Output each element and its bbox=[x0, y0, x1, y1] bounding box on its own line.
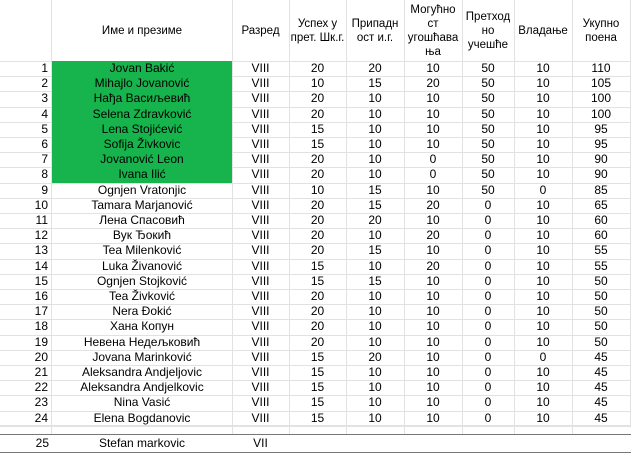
grid-line bbox=[514, 426, 515, 434]
row-number[interactable]: 19 bbox=[34, 334, 48, 349]
row-number[interactable]: 7 bbox=[41, 152, 48, 167]
row-number[interactable]: 16 bbox=[34, 289, 48, 303]
cell-feeding[interactable]: 10 bbox=[426, 243, 440, 258]
header-feeding[interactable]: Могућно ст угошћава ња bbox=[407, 3, 459, 58]
cell-feeding[interactable]: 10 bbox=[426, 319, 440, 334]
cell-feeding[interactable]: 10 bbox=[426, 106, 440, 121]
cell-total[interactable]: 55 bbox=[594, 258, 608, 273]
cell-total[interactable]: 45 bbox=[594, 410, 608, 425]
cell-participation[interactable]: 0 bbox=[484, 319, 492, 334]
cell-name[interactable]: Tamara Marjanović bbox=[91, 197, 193, 212]
cell-total[interactable]: 95 bbox=[594, 121, 608, 136]
cell-participation[interactable]: 0 bbox=[484, 349, 492, 364]
cell-grade[interactable]: VIII bbox=[251, 61, 270, 75]
cell-name[interactable]: Mihajlo Jovanović bbox=[52, 76, 232, 91]
row-number[interactable]: 23 bbox=[34, 395, 48, 410]
cell-grade[interactable]: VIII bbox=[251, 167, 270, 182]
cell-success[interactable]: 10 bbox=[310, 182, 325, 197]
cell-success[interactable]: 20 bbox=[310, 213, 325, 227]
cell-behavior[interactable]: 10 bbox=[536, 167, 550, 182]
cell-grade[interactable]: VIII bbox=[251, 152, 270, 167]
cell-belonging[interactable]: 15 bbox=[368, 243, 382, 258]
cell-success[interactable]: 20 bbox=[310, 61, 325, 75]
cell-name[interactable]: Tea Živković bbox=[108, 289, 176, 303]
cell-name[interactable]: Jovanović Leon bbox=[52, 152, 232, 167]
cell-behavior[interactable]: 10 bbox=[536, 365, 550, 379]
cell-grade[interactable]: VIII bbox=[251, 289, 270, 303]
cell-belonging[interactable]: 15 bbox=[368, 182, 382, 197]
cell-belonging[interactable]: 10 bbox=[368, 152, 382, 167]
cell-name[interactable]: Хана Копун bbox=[109, 319, 175, 334]
cell-grade[interactable]: VIII bbox=[251, 410, 270, 425]
cell-grade[interactable]: VIII bbox=[251, 91, 270, 106]
cell-belonging[interactable]: 10 bbox=[368, 228, 382, 243]
cell-grade[interactable]: VIII bbox=[251, 243, 270, 258]
cell-belonging[interactable]: 10 bbox=[368, 91, 382, 106]
row-number[interactable]: 4 bbox=[41, 106, 48, 121]
cell-success[interactable]: 15 bbox=[310, 349, 325, 364]
row-number[interactable]: 13 bbox=[34, 243, 48, 258]
cell-belonging[interactable]: 10 bbox=[368, 334, 382, 349]
cell-grade[interactable]: VIII bbox=[251, 137, 270, 151]
cell-name[interactable]: Nera Đokić bbox=[112, 304, 172, 319]
cell-participation[interactable]: 50 bbox=[481, 152, 495, 167]
cell-participation[interactable]: 0 bbox=[484, 334, 492, 349]
cell-name[interactable]: Stefan markovic bbox=[98, 436, 186, 450]
row-number[interactable]: 6 bbox=[41, 137, 48, 151]
row-number[interactable]: 25 bbox=[35, 436, 49, 450]
cell-belonging[interactable]: 10 bbox=[368, 395, 382, 410]
cell-participation[interactable]: 50 bbox=[481, 167, 495, 182]
cell-success[interactable]: 20 bbox=[310, 319, 325, 334]
cell-name[interactable]: Luka Živanović bbox=[101, 258, 183, 273]
header-behavior[interactable]: Владање bbox=[518, 24, 568, 37]
header-total[interactable]: Укупно поена bbox=[582, 17, 620, 44]
cell-success[interactable]: 20 bbox=[310, 289, 325, 303]
cell-feeding[interactable]: 10 bbox=[426, 137, 440, 151]
cell-behavior[interactable]: 10 bbox=[536, 410, 550, 425]
cell-feeding[interactable]: 10 bbox=[426, 182, 440, 197]
cell-behavior[interactable]: 10 bbox=[536, 319, 550, 334]
cell-grade[interactable]: VIII bbox=[251, 258, 270, 273]
cell-total[interactable]: 90 bbox=[594, 152, 608, 167]
cell-success[interactable]: 20 bbox=[310, 243, 325, 258]
cell-feeding[interactable]: 10 bbox=[426, 61, 440, 75]
cell-name[interactable]: Нађа Васиљевић bbox=[52, 91, 232, 106]
cell-grade[interactable]: VIII bbox=[251, 273, 270, 288]
cell-behavior[interactable]: 10 bbox=[536, 395, 550, 410]
cell-success[interactable]: 20 bbox=[310, 152, 325, 167]
cell-success[interactable]: 15 bbox=[310, 137, 325, 151]
cell-total[interactable]: 65 bbox=[594, 197, 608, 212]
grid-line bbox=[572, 426, 573, 434]
cell-feeding[interactable]: 10 bbox=[426, 334, 440, 349]
cell-behavior[interactable]: 0 bbox=[539, 349, 547, 364]
cell-belonging[interactable]: 10 bbox=[368, 380, 382, 395]
separator-line bbox=[0, 434, 631, 435]
cell-participation[interactable]: 0 bbox=[484, 243, 492, 258]
cell-belonging[interactable]: 10 bbox=[368, 137, 382, 151]
cell-feeding[interactable]: 20 bbox=[426, 197, 440, 212]
cell-total[interactable]: 110 bbox=[591, 61, 611, 75]
grid-line bbox=[346, 426, 347, 434]
cell-feeding[interactable]: 0 bbox=[429, 167, 437, 182]
grid-line bbox=[0, 426, 631, 427]
grid-line bbox=[462, 426, 463, 434]
header-success[interactable]: Успех у прет. Шк.г. bbox=[290, 17, 345, 44]
row-number[interactable]: 22 bbox=[34, 380, 48, 395]
cell-behavior[interactable]: 10 bbox=[536, 304, 550, 319]
cell-grade[interactable]: VIII bbox=[251, 334, 270, 349]
cell-belonging[interactable]: 10 bbox=[368, 121, 382, 136]
cell-total[interactable]: 100 bbox=[590, 91, 612, 106]
cell-behavior[interactable]: 10 bbox=[536, 61, 550, 75]
row-number[interactable]: 5 bbox=[41, 121, 48, 136]
row-number[interactable]: 24 bbox=[34, 410, 48, 425]
row-number[interactable]: 11 bbox=[35, 213, 48, 227]
cell-behavior[interactable]: 10 bbox=[536, 106, 550, 121]
cell-total[interactable]: 90 bbox=[594, 167, 608, 182]
cell-participation[interactable]: 50 bbox=[481, 61, 495, 75]
cell-grade[interactable]: VIII bbox=[251, 213, 270, 227]
cell-participation[interactable]: 0 bbox=[484, 197, 492, 212]
header-name[interactable]: Име и презиме bbox=[101, 24, 183, 37]
cell-success[interactable]: 15 bbox=[310, 273, 325, 288]
cell-grade[interactable]: VIII bbox=[251, 319, 270, 334]
cell-name[interactable]: Jovan Bakić bbox=[52, 61, 232, 76]
cell-total[interactable]: 45 bbox=[594, 349, 608, 364]
cell-name[interactable]: Aleksandra Andjelkovic bbox=[80, 380, 204, 395]
cell-feeding[interactable]: 10 bbox=[426, 349, 440, 364]
cell-grade[interactable]: VIII bbox=[251, 182, 270, 197]
cell-name[interactable]: Невена Недељковић bbox=[83, 334, 201, 349]
cell-behavior[interactable]: 10 bbox=[536, 213, 550, 227]
cell-participation[interactable]: 0 bbox=[484, 228, 492, 243]
cell-name[interactable]: Вук Ђокић bbox=[112, 228, 172, 243]
grid-line bbox=[289, 426, 290, 434]
cell-success[interactable]: 15 bbox=[310, 258, 325, 273]
cell-belonging[interactable]: 15 bbox=[368, 273, 382, 288]
cell-total[interactable]: 45 bbox=[594, 380, 608, 395]
cell-name[interactable]: Jovana Marinković bbox=[92, 349, 192, 364]
cell-total[interactable]: 105 bbox=[590, 76, 612, 91]
row-number[interactable]: 12 bbox=[34, 228, 48, 243]
row-number[interactable]: 2 bbox=[41, 76, 48, 91]
cell-name[interactable]: Lena Stojićević bbox=[52, 122, 232, 137]
cell-grade[interactable]: VIII bbox=[251, 121, 270, 136]
cell-behavior[interactable]: 10 bbox=[536, 380, 550, 395]
cell-name[interactable]: Aleksandra Andjeljovic bbox=[81, 365, 203, 379]
cell-behavior[interactable]: 10 bbox=[536, 334, 550, 349]
cell-total[interactable]: 85 bbox=[594, 182, 608, 197]
cell-belonging[interactable]: 10 bbox=[368, 304, 382, 319]
cell-feeding[interactable]: 20 bbox=[426, 228, 440, 243]
cell-participation[interactable]: 50 bbox=[481, 182, 495, 197]
cell-belonging[interactable]: 20 bbox=[368, 61, 382, 75]
cell-grade[interactable]: VIII bbox=[251, 349, 270, 364]
cell-grade[interactable]: VIII bbox=[251, 380, 270, 395]
cell-success[interactable]: 20 bbox=[310, 228, 325, 243]
cell-belonging[interactable]: 10 bbox=[368, 289, 382, 303]
cell-total[interactable]: 50 bbox=[594, 334, 608, 349]
cell-grade[interactable]: VIII bbox=[251, 197, 270, 212]
cell-total[interactable]: 50 bbox=[594, 304, 608, 319]
cell-grade[interactable]: VIII bbox=[251, 106, 270, 121]
cell-behavior[interactable]: 10 bbox=[536, 152, 550, 167]
cell-name[interactable]: Ivana Ilić bbox=[52, 167, 232, 182]
cell-feeding[interactable]: 10 bbox=[426, 121, 440, 136]
cell-participation[interactable]: 0 bbox=[484, 395, 492, 410]
row-number[interactable]: 21 bbox=[34, 365, 48, 379]
cell-total[interactable]: 60 bbox=[594, 228, 608, 243]
cell-belonging[interactable]: 15 bbox=[368, 197, 382, 212]
cell-participation[interactable]: 0 bbox=[484, 365, 492, 379]
cell-feeding[interactable]: 10 bbox=[426, 91, 440, 106]
cell-success[interactable]: 20 bbox=[310, 334, 325, 349]
row-number[interactable]: 14 bbox=[34, 258, 48, 273]
cell-behavior[interactable]: 10 bbox=[536, 76, 550, 91]
cell-behavior[interactable]: 10 bbox=[536, 258, 550, 273]
cell-success[interactable]: 15 bbox=[310, 395, 325, 410]
cell-feeding[interactable]: 10 bbox=[426, 304, 440, 319]
grid-line bbox=[0, 425, 631, 426]
cell-name[interactable]: Tea Milenković bbox=[102, 243, 182, 258]
cell-behavior[interactable]: 10 bbox=[536, 91, 550, 106]
cell-behavior[interactable]: 10 bbox=[536, 228, 550, 243]
cell-success[interactable]: 20 bbox=[310, 91, 325, 106]
cell-name[interactable]: Elena Bogdanovic bbox=[93, 410, 191, 425]
cell-participation[interactable]: 50 bbox=[481, 76, 495, 91]
cell-total[interactable]: 55 bbox=[594, 243, 608, 258]
cell-behavior[interactable]: 10 bbox=[536, 243, 550, 258]
cell-belonging[interactable]: 15 bbox=[368, 76, 382, 91]
cell-total[interactable]: 60 bbox=[594, 213, 608, 227]
cell-participation[interactable]: 0 bbox=[484, 258, 492, 273]
cell-behavior[interactable]: 10 bbox=[536, 137, 550, 151]
cell-name[interactable]: Sofija Živkovic bbox=[52, 137, 232, 152]
cell-belonging[interactable]: 10 bbox=[368, 167, 382, 182]
row-number[interactable]: 18 bbox=[34, 319, 48, 334]
row-number[interactable]: 20 bbox=[34, 349, 48, 364]
cell-success[interactable]: 10 bbox=[310, 76, 325, 91]
cell-feeding[interactable]: 20 bbox=[426, 76, 440, 91]
cell-behavior[interactable]: 10 bbox=[536, 289, 550, 303]
cell-behavior[interactable]: 10 bbox=[536, 273, 550, 288]
cell-feeding[interactable]: 10 bbox=[426, 365, 440, 379]
row-number[interactable]: 10 bbox=[34, 197, 48, 212]
grid-line bbox=[404, 426, 405, 434]
cell-participation[interactable]: 0 bbox=[484, 273, 492, 288]
grid-line bbox=[51, 426, 52, 434]
cell-participation[interactable]: 0 bbox=[484, 304, 492, 319]
header-participation[interactable]: Претход но учешће bbox=[465, 10, 511, 51]
header-belonging[interactable]: Припадн ост и.г. bbox=[351, 17, 399, 44]
cell-belonging[interactable]: 10 bbox=[368, 410, 382, 425]
grid-line bbox=[232, 426, 233, 434]
cell-total[interactable]: 50 bbox=[594, 319, 608, 334]
cell-grade[interactable]: VIII bbox=[251, 228, 270, 243]
cell-belonging[interactable]: 10 bbox=[368, 106, 382, 121]
cell-feeding[interactable]: 20 bbox=[426, 258, 440, 273]
cell-participation[interactable]: 0 bbox=[484, 410, 492, 425]
cell-total[interactable]: 100 bbox=[590, 106, 612, 121]
row-number[interactable]: 9 bbox=[41, 182, 48, 197]
cell-feeding[interactable]: 0 bbox=[429, 152, 437, 167]
cell-behavior[interactable]: 10 bbox=[536, 197, 550, 212]
cell-behavior[interactable]: 10 bbox=[536, 121, 550, 136]
cell-participation[interactable]: 0 bbox=[484, 213, 492, 227]
cell-grade[interactable]: VIII bbox=[251, 395, 270, 410]
cell-belonging[interactable]: 10 bbox=[368, 319, 382, 334]
row-number[interactable]: 8 bbox=[41, 167, 48, 182]
cell-grade[interactable]: VII bbox=[253, 436, 268, 450]
header-grade[interactable]: Разред bbox=[241, 24, 280, 37]
cell-feeding[interactable]: 10 bbox=[426, 273, 440, 288]
cell-participation[interactable]: 50 bbox=[481, 106, 495, 121]
cell-belonging[interactable]: 20 bbox=[368, 213, 382, 227]
cell-success[interactable]: 15 bbox=[310, 121, 325, 136]
cell-grade[interactable]: VIII bbox=[251, 304, 270, 319]
cell-success[interactable]: 20 bbox=[310, 167, 325, 182]
cell-grade[interactable]: VIII bbox=[251, 76, 270, 91]
cell-success[interactable]: 20 bbox=[310, 106, 325, 121]
cell-participation[interactable]: 50 bbox=[481, 137, 495, 151]
cell-total[interactable]: 50 bbox=[594, 273, 608, 288]
cell-participation[interactable]: 50 bbox=[481, 91, 495, 106]
cell-name[interactable]: Nina Vasić bbox=[113, 395, 171, 410]
cell-name[interactable]: Ognjen Vratonjic bbox=[97, 182, 187, 197]
cell-participation[interactable]: 0 bbox=[484, 380, 492, 395]
cell-feeding[interactable]: 10 bbox=[426, 289, 440, 303]
cell-belonging[interactable]: 20 bbox=[368, 349, 382, 364]
cell-belonging[interactable]: 10 bbox=[368, 258, 382, 273]
cell-feeding[interactable]: 10 bbox=[426, 213, 440, 227]
cell-participation[interactable]: 50 bbox=[481, 121, 495, 136]
row-number[interactable]: 3 bbox=[41, 91, 48, 106]
cell-participation[interactable]: 0 bbox=[484, 289, 492, 303]
row-number[interactable]: 1 bbox=[41, 61, 48, 75]
cell-success[interactable]: 20 bbox=[310, 304, 325, 319]
row-number[interactable]: 17 bbox=[34, 304, 48, 319]
cell-feeding[interactable]: 10 bbox=[426, 410, 440, 425]
cell-success[interactable]: 15 bbox=[310, 380, 325, 395]
cell-name[interactable]: Selena Zdravković bbox=[52, 107, 232, 122]
cell-name[interactable]: Лена Спасовић bbox=[99, 213, 185, 227]
cell-success[interactable]: 20 bbox=[310, 197, 325, 212]
cell-name[interactable]: Ognjen Stojković bbox=[96, 273, 188, 288]
cell-success[interactable]: 15 bbox=[310, 365, 325, 379]
cell-grade[interactable]: VIII bbox=[251, 365, 270, 379]
cell-total[interactable]: 45 bbox=[594, 365, 608, 379]
cell-feeding[interactable]: 10 bbox=[426, 395, 440, 410]
cell-success[interactable]: 15 bbox=[310, 410, 325, 425]
cell-feeding[interactable]: 10 bbox=[426, 380, 440, 395]
cell-total[interactable]: 50 bbox=[594, 289, 608, 303]
separator-line bbox=[0, 452, 631, 453]
cell-belonging[interactable]: 10 bbox=[368, 365, 382, 379]
cell-total[interactable]: 45 bbox=[594, 395, 608, 410]
cell-total[interactable]: 95 bbox=[594, 137, 608, 151]
row-number[interactable]: 15 bbox=[34, 273, 48, 288]
cell-behavior[interactable]: 0 bbox=[539, 182, 547, 197]
